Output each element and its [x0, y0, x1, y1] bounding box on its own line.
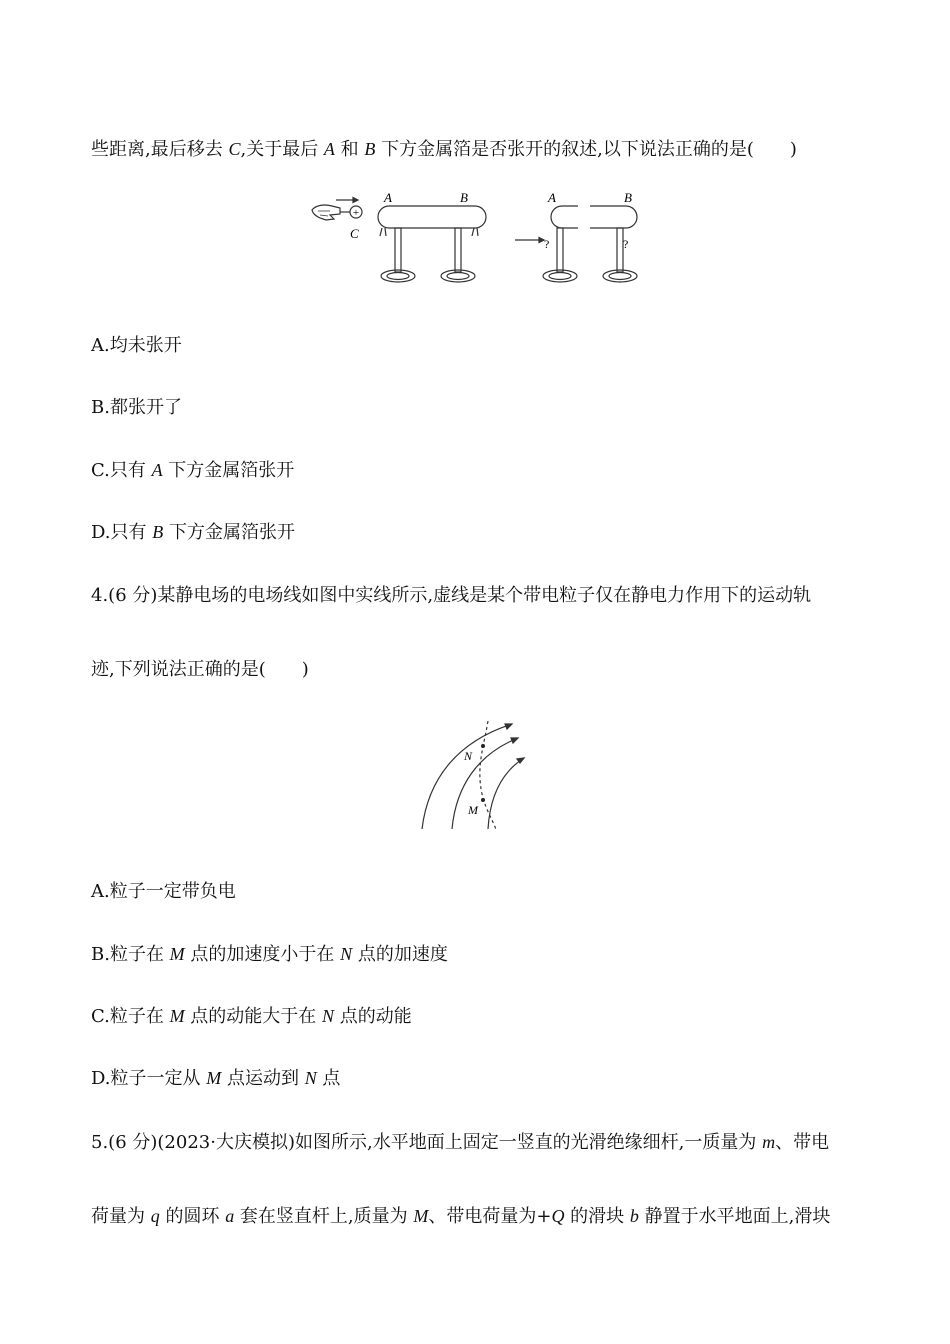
stem-text: 5.(6 分)(2023·大庆模拟)如图所示,水平地面上固定一竖直的光滑绝缘细杆,一质量为 — [91, 1132, 763, 1153]
option-text: C.只有 — [91, 460, 152, 481]
option-text: D.只有 — [91, 522, 153, 543]
field-line — [488, 758, 524, 829]
conductor-ab — [378, 206, 486, 228]
label-c: C — [350, 226, 359, 241]
var-n: N — [304, 1068, 317, 1088]
q3-figure — [300, 188, 660, 292]
q3-option-c — [91, 458, 294, 483]
q4-stem-line2 — [91, 658, 309, 682]
stem-text: 静置于水平地面上,滑块 — [638, 1206, 831, 1227]
q3-stem-line — [91, 137, 797, 162]
option-text: C.粒子在 — [91, 1006, 170, 1027]
var-q-upper: Q — [551, 1206, 565, 1226]
option-text: 点 — [316, 1068, 341, 1089]
stem-text: 套在竖直杆上,质量为 — [234, 1206, 414, 1227]
label-a: A — [384, 190, 392, 205]
stem-text: 荷量为 — [91, 1206, 151, 1227]
var-n: N — [340, 944, 353, 964]
label-a2: A — [548, 190, 556, 205]
question-mark-left: ? — [544, 237, 550, 251]
point-m — [481, 798, 485, 802]
var-q: q — [150, 1206, 160, 1226]
label-b: B — [460, 190, 468, 205]
stem-text: 的滑块 — [564, 1206, 630, 1227]
stem-text: 迹,下列说法正确的是( — [91, 659, 266, 680]
point-n — [481, 744, 485, 748]
var-b: B — [152, 522, 164, 542]
stem-text: 、带电 — [775, 1132, 830, 1153]
var-b: B — [364, 139, 376, 159]
option-text: D.粒子一定从 — [91, 1068, 207, 1089]
q5-stem-line1 — [91, 1130, 829, 1155]
var-a: A — [151, 460, 163, 480]
var-a: a — [225, 1206, 235, 1226]
stem-text: 的圆环 — [159, 1206, 226, 1227]
var-m: M — [169, 1006, 185, 1026]
var-m-lower: m — [762, 1132, 776, 1152]
option-text: B.粒子在 — [91, 944, 170, 965]
stem-text: 和 — [334, 139, 365, 160]
q3-option-b: B.都张开了 — [91, 397, 182, 418]
var-m: M — [206, 1068, 222, 1088]
label-n: N — [464, 749, 473, 763]
option-text: 点的加速度 — [352, 944, 448, 965]
var-a: A — [323, 139, 335, 159]
q4-stem-line1: 4.(6 分)某静电场的电场线如图中实线所示,虚线是某个带电粒子仅在静电力作用下的运动轨 — [91, 585, 812, 606]
question-mark-right: ? — [623, 237, 629, 251]
option-text: 下方金属箔张开 — [163, 522, 295, 543]
paren-close: ) — [789, 139, 797, 160]
q5-stem-line2 — [91, 1204, 830, 1229]
q4-option-c — [91, 1004, 412, 1029]
option-text: 点的加速度小于在 — [184, 944, 341, 965]
q4-option-a: A.粒子一定带负电 — [91, 881, 236, 902]
var-n: N — [322, 1006, 335, 1026]
option-text: 点运动到 — [221, 1068, 305, 1089]
var-m-upper: M — [413, 1206, 429, 1226]
paren-close: ) — [301, 659, 309, 680]
var-m: M — [169, 944, 185, 964]
q4-figure — [412, 716, 532, 836]
option-text: 点的动能大于在 — [184, 1006, 323, 1027]
conductor-a — [551, 206, 578, 228]
stem-text: 些距离,最后移去 — [91, 139, 229, 160]
stem-text: 、带电荷量为+ — [428, 1206, 552, 1227]
stem-text: ,关于最后 — [240, 139, 324, 160]
q4-option-d — [91, 1066, 340, 1091]
stem-text: 下方金属箔是否张开的叙述,以下说法正确的是( — [375, 139, 754, 160]
field-line — [422, 724, 512, 829]
label-m: M — [468, 803, 478, 817]
var-c: C — [228, 139, 241, 159]
option-text: 点的动能 — [334, 1006, 412, 1027]
option-text: 下方金属箔张开 — [162, 460, 295, 481]
conductor-b — [590, 206, 637, 228]
hand-icon — [312, 205, 340, 220]
q4-option-b — [91, 942, 448, 967]
label-b2: B — [624, 190, 632, 205]
q3-option-a: A.均未张开 — [91, 335, 182, 356]
var-b: b — [629, 1206, 639, 1226]
plus-sign: + — [352, 207, 360, 219]
q3-option-d — [91, 520, 295, 545]
